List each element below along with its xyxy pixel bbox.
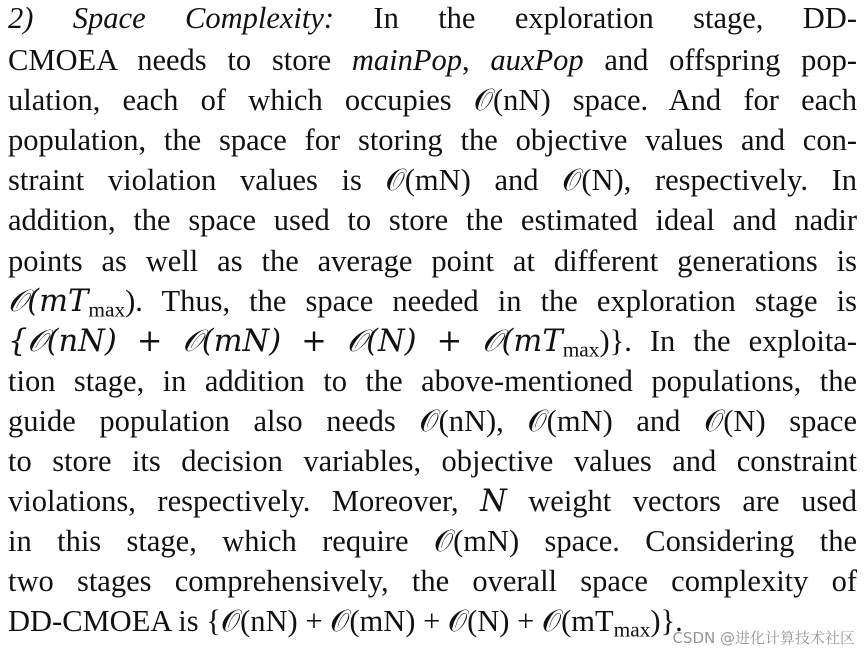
text-line-4: population, the space for storing the objective values and con- xyxy=(8,123,857,158)
section-label: 2) Space Complexity: xyxy=(8,1,335,35)
text-line-9: {𝒪(nN) + 𝒪(mN) + 𝒪(N) + $𝒪(mT_{max})$}. In the exploita- xyxy=(8,323,857,361)
text-line-1: 2) Space Complexity: In the exploration stage, DD- xyxy=(8,1,857,35)
subscript-max: max xyxy=(562,337,600,361)
symbol-n: N xyxy=(480,484,507,520)
text-line-11: guide population also needs 𝒪(nN), 𝒪(mN) and 𝒪(N) space xyxy=(8,403,857,438)
text-line-2: CMOEA needs to store mainPop, auxPop and offspring pop- xyxy=(8,43,857,78)
subscript-max: max xyxy=(613,617,651,642)
text-line-15: two stages comprehensively, the overall space complexity of xyxy=(8,564,857,599)
space-complexity-paragraph xyxy=(8,0,857,642)
text-line-16: DD-CMOEA is {𝒪(nN) + 𝒪(mN) + 𝒪(N) + $𝒪(mT_{max})$}. xyxy=(8,604,683,642)
term-auxpop: auxPop xyxy=(490,43,584,78)
text-line-6: addition, the space used to store the estimated ideal and nadir xyxy=(8,203,857,238)
text-line-14: in this stage, which require 𝒪(mN) space. Considering the xyxy=(8,524,857,559)
text-line-3: ulation, each of which occupies 𝒪(nN) space. And for each xyxy=(8,83,857,118)
term-mainpop: mainPop xyxy=(351,43,463,78)
subscript-max: max xyxy=(88,296,126,321)
csdn-watermark: CSDN @进化计算技术社区 xyxy=(672,629,855,647)
text-line-10: tion stage, in addition to the above-mentioned populations, the xyxy=(8,363,857,398)
text-line-5: straint violation values is 𝒪(mN) and 𝒪(N), respectively. In xyxy=(8,163,857,198)
text-line-8: $𝒪(mT_{max})$. Thus, the space needed in the exploration stage is xyxy=(8,283,857,321)
text-line-7: points as well as the average point at different generations is xyxy=(8,243,857,278)
text-line-13: violations, respectively. Moreover, N weight vectors are used xyxy=(8,484,857,520)
text-line-12: to store its decision variables, objective values and constraint xyxy=(8,444,857,479)
